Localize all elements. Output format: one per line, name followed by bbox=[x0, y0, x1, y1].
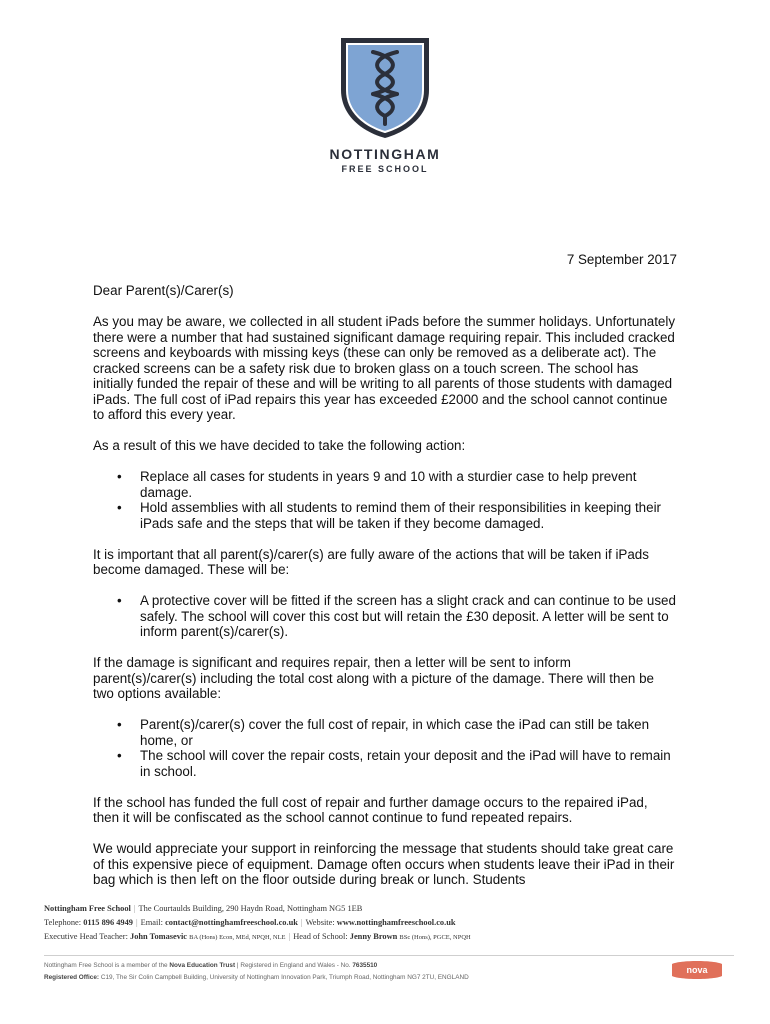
nova-logo-icon bbox=[670, 960, 724, 980]
list-item bbox=[117, 748, 677, 779]
trust-name: Nova Education Trust bbox=[169, 962, 236, 969]
list-item bbox=[117, 469, 677, 500]
list-item-text: A protective cover will be fitted if the screen has a slight crack and can continue to be used safely. The school will cover this cost but will retain the £30 deposit. A letter will be sent to inform parent(s)/carer(s). bbox=[140, 593, 676, 639]
list-item bbox=[117, 500, 677, 531]
head-name: Jenny Brown bbox=[349, 932, 398, 941]
divider: | bbox=[300, 918, 303, 927]
school-logo bbox=[318, 34, 452, 174]
divider: | bbox=[133, 904, 136, 913]
website-label: Website: bbox=[305, 918, 335, 927]
trust-suffix: Registered in England and Wales - No. bbox=[240, 962, 351, 969]
head-quals: BSc (Hons), PGCE, NPQH bbox=[399, 934, 471, 941]
telephone-number: 0115 896 4949 bbox=[83, 918, 133, 927]
divider: | bbox=[135, 918, 138, 927]
footer-divider bbox=[44, 955, 734, 956]
telephone-label: Telephone: bbox=[44, 918, 82, 927]
list-item-text: The school will cover the repair costs, retain your deposit and the iPad will have to remain in school. bbox=[140, 748, 671, 779]
list-item bbox=[117, 717, 677, 748]
exec-head-label: Executive Head Teacher: bbox=[44, 932, 128, 941]
exec-head-quals: BA (Hons) Econ, MEd, NPQH, NLE bbox=[189, 934, 286, 941]
paragraph-5: If the school has funded the full cost of repair and further damage occurs to the repaired iPad, then it will be confiscated as the school cannot continue to fund repeated repairs. bbox=[93, 794, 648, 825]
footer-school-name: Nottingham Free School bbox=[44, 904, 131, 913]
footer-address: The Courtaulds Building, 290 Haydn Road, Nottingham NG5 1EB bbox=[138, 904, 363, 913]
divider: | bbox=[288, 932, 291, 941]
letter-body bbox=[93, 252, 677, 903]
paragraph-2: As a result of this we have decided to take the following action: bbox=[93, 438, 466, 453]
list-item-text: Replace all cases for students in years 9 and 10 with a sturdier case to help prevent damage. bbox=[140, 469, 637, 500]
trust-reg-no: 7635510 bbox=[352, 962, 378, 969]
list-item bbox=[117, 593, 677, 640]
website-link[interactable]: www.nottinghamfreeschool.co.uk bbox=[336, 918, 456, 927]
paragraph-1: As you may be aware, we collected in all student iPads before the summer holidays. Unfortunately there were a number that had sustained significant damage requiring repair. This included cracked screens and keyboards with missing keys (these can only be removed as a deliberate act). The cracked screens can be a safety risk due to broken glass on a touch screen. The school has initially funded the repair of these and will be writing to all parents of those students with damaged iPads. The full cost of iPad repairs this year has exceeded £2000 and the school cannot continue to afford this every year. bbox=[93, 314, 676, 422]
registered-office-line bbox=[44, 972, 469, 984]
damage-list bbox=[93, 593, 677, 640]
logo-school-sub: FREE SCHOOL bbox=[341, 164, 429, 174]
letterhead-footer bbox=[44, 902, 734, 945]
email-link[interactable]: contact@nottinghamfreeschool.co.uk bbox=[165, 918, 298, 927]
footer-line-address bbox=[44, 902, 734, 916]
salutation: Dear Parent(s)/Carer(s) bbox=[93, 283, 234, 298]
list-item-text: Parent(s)/carer(s) cover the full cost of repair, in which case the iPad can still be taken home, or bbox=[140, 717, 650, 748]
logo-school-name: NOTTINGHAM bbox=[329, 146, 441, 162]
footer-line-contact bbox=[44, 916, 734, 930]
trust-line: Nottingham Free School is a member of the Nova Education Trust | Registered in England and Wales - No. 7635510 bbox=[44, 962, 378, 969]
paragraph-3: It is important that all parent(s)/carer(s) are fully aware of the actions that will be taken if iPads become damaged. These will be: bbox=[93, 546, 649, 577]
paragraph-6: We would appreciate your support in reinforcing the message that students should take great care of this expensive piece of equipment. Damage often occurs when students leave their iPad in their bag which is then left on the floor outside during break or lunch. Students bbox=[93, 841, 675, 887]
paragraph-4: If the damage is significant and requires repair, then a letter will be sent to inform parent(s)/carer(s) including the total cost along with a picture of the damage. There will then be two options available: bbox=[93, 655, 654, 701]
bullet-icon: • bbox=[117, 748, 122, 763]
bullet-icon: • bbox=[117, 717, 122, 732]
list-item-text: Hold assemblies with all students to remind them of their responsibilities in keeping their iPads safe and the steps that will be taken if they become damaged. bbox=[140, 500, 661, 531]
letter-date: 7 September 2017 bbox=[566, 252, 677, 267]
exec-head-name: John Tomasevic bbox=[130, 932, 188, 941]
bullet-icon: • bbox=[117, 469, 122, 484]
registered-office-label: Registered Office: bbox=[44, 974, 100, 981]
email-label: Email: bbox=[140, 918, 163, 927]
shield-icon bbox=[337, 34, 433, 142]
bullet-icon: • bbox=[117, 593, 122, 608]
trust-prefix: Nottingham Free School is a member of the bbox=[44, 962, 168, 969]
footer-registration bbox=[44, 960, 469, 984]
footer-line-heads bbox=[44, 930, 734, 945]
registered-office: C19, The Sir Colin Campbell Building, University of Nottingham Innovation Park, Triumph Road, Nottingham NG7 2TU, ENGLAND bbox=[100, 974, 469, 981]
options-list bbox=[93, 717, 677, 779]
bullet-icon: • bbox=[117, 500, 122, 515]
head-label: Head of School: bbox=[293, 932, 348, 941]
action-list bbox=[93, 469, 677, 531]
nova-logo-text: nova bbox=[686, 965, 708, 975]
